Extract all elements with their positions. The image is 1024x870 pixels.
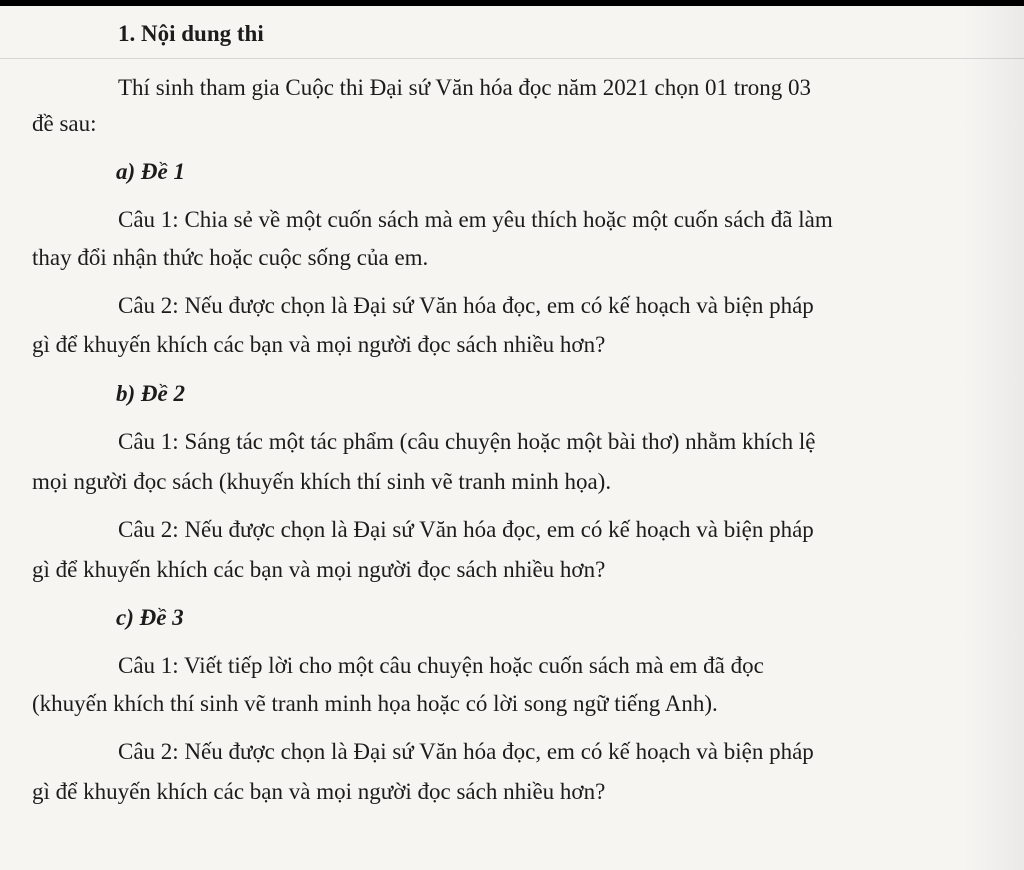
page-shadow xyxy=(964,6,1024,870)
topic-1-q1-line-1: Câu 1: Chia sẻ về một cuốn sách mà em yêu thích hoặc một cuốn sách đã làm xyxy=(118,207,833,232)
topic-1-label: a) Đề 1 xyxy=(116,159,185,184)
topic-3-q2-line-1: Câu 2: Nếu được chọn là Đại sứ Văn hóa đọc, em có kế hoạch và biện pháp xyxy=(118,739,814,764)
document-page xyxy=(0,6,1024,870)
topic-2-q2-line-1: Câu 2: Nếu được chọn là Đại sứ Văn hóa đọc, em có kế hoạch và biện pháp xyxy=(118,517,814,542)
section-title: 1. Nội dung thi xyxy=(118,21,264,46)
topic-2-q1-line-1: Câu 1: Sáng tác một tác phẩm (câu chuyện hoặc một bài thơ) nhằm khích lệ xyxy=(118,429,816,454)
topic-3-q1-line-2: (khuyến khích thí sinh vẽ tranh minh họa hoặc có lời song ngữ tiếng Anh). xyxy=(32,691,718,716)
topic-2-label: b) Đề 2 xyxy=(116,381,185,406)
topic-2-q1-line-2: mọi người đọc sách (khuyến khích thí sinh vẽ tranh minh họa). xyxy=(32,469,612,494)
intro-line-2: đề sau: xyxy=(32,111,97,136)
topic-1-q1-line-2: thay đổi nhận thức hoặc cuộc sống của em. xyxy=(32,245,429,270)
topic-3-q2-line-2: gì để khuyến khích các bạn và mọi người đọc sách nhiều hơn? xyxy=(32,779,606,804)
topic-3-q1-line-1: Câu 1: Viết tiếp lời cho một câu chuyện hoặc cuốn sách mà em đã đọc xyxy=(118,653,764,678)
fold-line xyxy=(0,58,1024,59)
topic-1-q2-line-2: gì để khuyến khích các bạn và mọi người đọc sách nhiều hơn? xyxy=(32,332,606,357)
topic-3-label: c) Đề 3 xyxy=(116,605,184,630)
topic-2-q2-line-2: gì để khuyến khích các bạn và mọi người đọc sách nhiều hơn? xyxy=(32,557,606,582)
topic-1-q2-line-1: Câu 2: Nếu được chọn là Đại sứ Văn hóa đọc, em có kế hoạch và biện pháp xyxy=(118,293,814,318)
intro-line-1: Thí sinh tham gia Cuộc thi Đại sứ Văn hóa đọc năm 2021 chọn 01 trong 03 xyxy=(118,75,811,100)
